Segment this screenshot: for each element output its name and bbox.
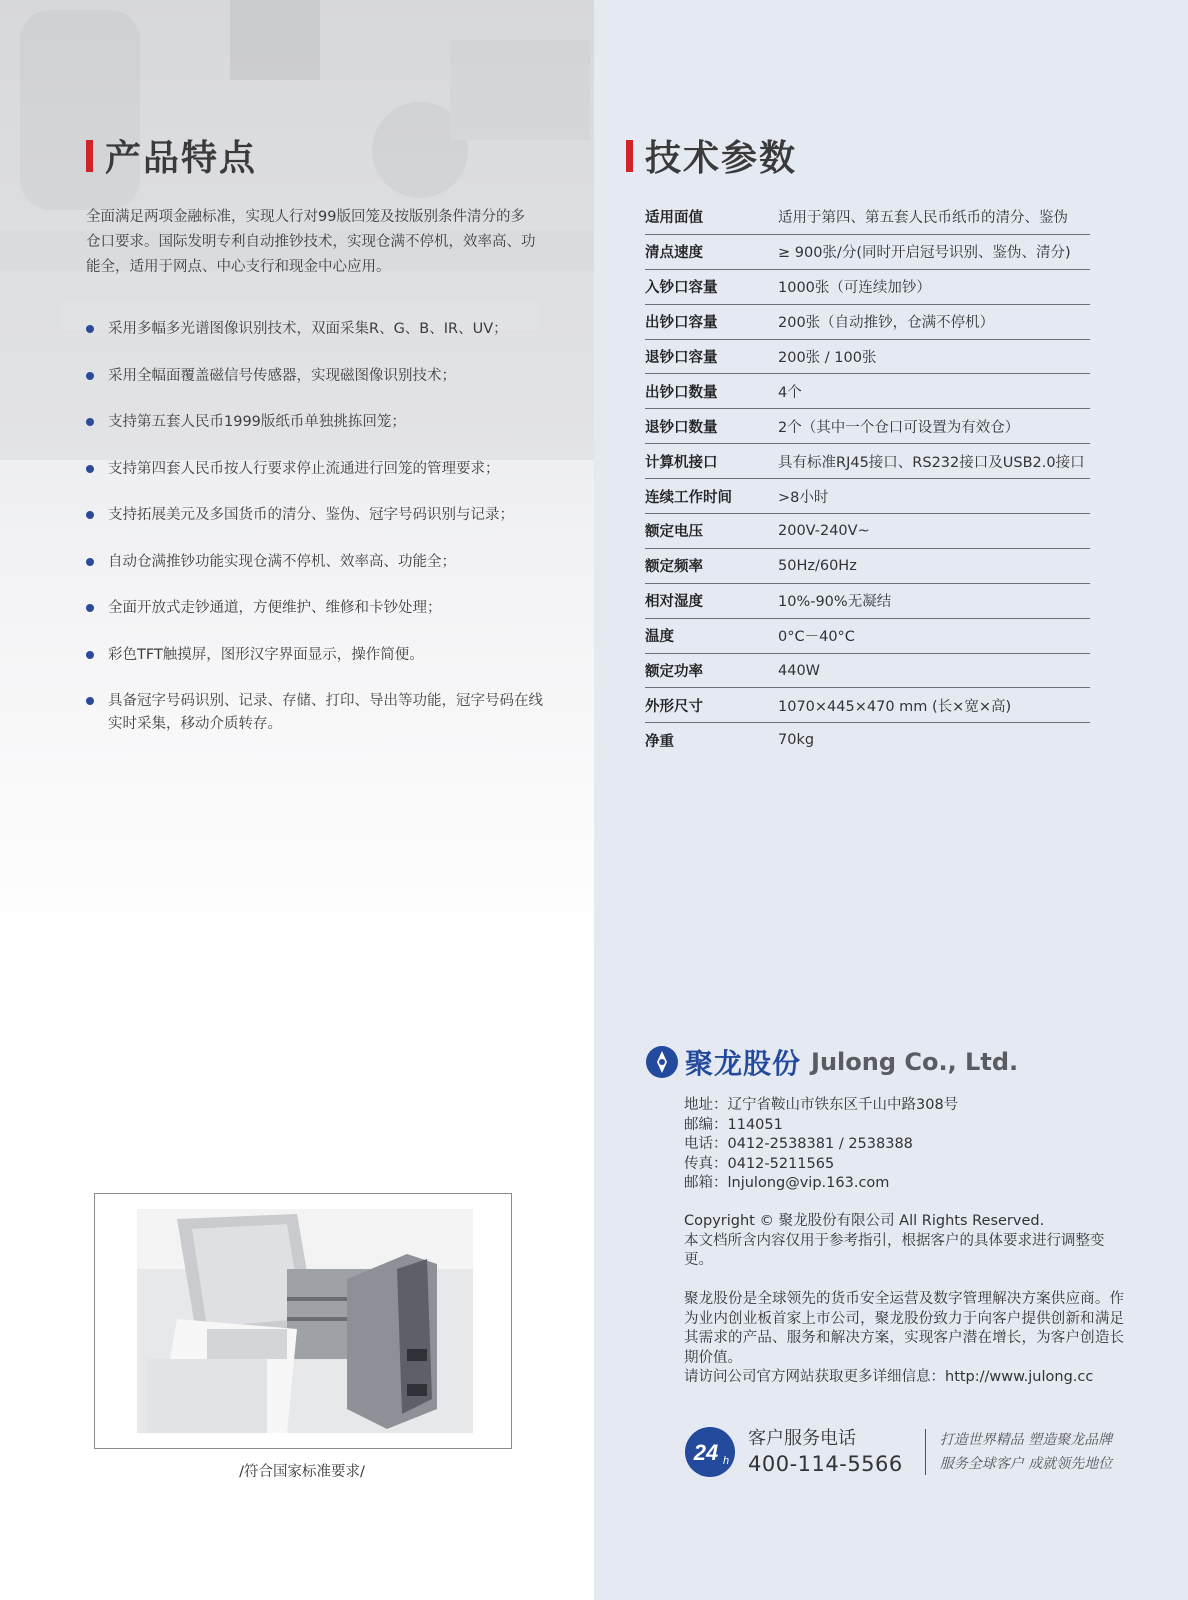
spec-table [645, 200, 1090, 757]
spec-value: 440W [778, 653, 1090, 688]
table-row [645, 618, 1090, 653]
company-logo [645, 1042, 1018, 1082]
website-line: 请访问公司官方网站获取更多详细信息：http://www.julong.cc [684, 1369, 1094, 1385]
spec-label: 计算机接口 [645, 444, 778, 479]
website-link[interactable]: http://www.julong.cc [945, 1369, 1094, 1385]
table-row [645, 409, 1090, 444]
about-text: 聚龙股份是全球领先的货币安全运营及数字管理解决方案供应商。作为业内创业板首家上市公司，聚龙股份致力于向客户提供创新和满足其需求的产品、服务和解决方案，实现客户潜在增长，为客户创造长期价值。 [684, 1291, 1124, 1366]
table-row [645, 723, 1090, 757]
table-row [645, 374, 1090, 409]
spec-label: 退钞口数量 [645, 409, 778, 444]
about-block [684, 1290, 1124, 1388]
spec-value: 1000张（可连续加钞） [778, 269, 1090, 304]
spec-label: 出钞口容量 [645, 304, 778, 339]
bullet-icon [86, 651, 94, 659]
spec-value: 200张（自动推钞，仓满不停机） [778, 304, 1090, 339]
feature-list [86, 318, 546, 760]
spec-label: 连续工作时间 [645, 479, 778, 514]
list-item: 支持拓展美元及多国货币的清分、鉴伪、冠字号码识别与记录； [86, 504, 546, 527]
spec-label: 外形尺寸 [645, 688, 778, 723]
logo-chinese-name: 聚龙股份 [685, 1047, 802, 1080]
spec-label: 额定电压 [645, 514, 778, 549]
heading-accent-bar [86, 140, 93, 172]
table-row [645, 688, 1090, 723]
svg-text:h: h [722, 1455, 730, 1467]
spec-value: 具有标准RJ45接口、RS232接口及USB2.0接口 [778, 444, 1090, 479]
spec-value: ≥ 900张/分(同时开启冠号识别、鉴伪、清分) [778, 234, 1090, 269]
service-phone[interactable]: 400-114-5566 [748, 1452, 903, 1476]
list-item: 采用全幅面覆盖磁信号传感器，实现磁图像识别技术； [86, 365, 546, 388]
table-row [645, 304, 1090, 339]
divider [925, 1429, 926, 1475]
spec-label: 净重 [645, 733, 674, 750]
spec-value: 200V-240V~ [778, 514, 1090, 549]
copyright-block [684, 1212, 1124, 1271]
list-item: 彩色TFT触摸屏，图形汉字界面显示，操作简便。 [86, 644, 546, 667]
24h-service-icon [684, 1426, 736, 1478]
spec-label: 适用面值 [645, 200, 778, 234]
bullet-icon [86, 697, 94, 705]
fax-line: 传真：0412-5211565 [684, 1155, 835, 1172]
bullet-icon [86, 465, 94, 473]
contact-info [684, 1096, 958, 1194]
table-row [645, 514, 1090, 549]
spec-value: 1070×445×470 mm (长×宽×高) [778, 688, 1090, 723]
bullet-icon [86, 418, 94, 426]
spec-label: 清点速度 [645, 234, 778, 269]
spec-label: 温度 [645, 618, 778, 653]
list-item: 支持第四套人民币按人行要求停止流通进行回笼的管理要求； [86, 458, 546, 481]
spec-value: 70kg [778, 732, 815, 749]
features-heading [86, 130, 257, 181]
sorter-machine-image [137, 1209, 473, 1433]
table-row [645, 548, 1090, 583]
features-intro: 全面满足两项金融标准，实现人行对99版回笼及按版别条件清分的多仓口要求。国际发明专利自动推钞技术，实现仓满不停机，效率高、功能全，适用于网点、中心支行和现金中心应用。 [86, 209, 536, 275]
spec-value: 200张 / 100张 [778, 339, 1090, 374]
service-label: 客户服务电话 [748, 1428, 856, 1449]
list-item: 全面开放式走钞通道，方便维护、维修和卡钞处理； [86, 597, 546, 620]
table-row [645, 479, 1090, 514]
spec-label: 额定频率 [645, 548, 778, 583]
bullet-icon [86, 511, 94, 519]
specs-title: 技术参数 [645, 138, 798, 179]
table-row [645, 269, 1090, 304]
spec-label: 相对湿度 [645, 583, 778, 618]
julong-logo-icon [645, 1045, 679, 1079]
table-row [645, 653, 1090, 688]
heading-accent-bar [626, 140, 633, 172]
spec-value: >8小时 [778, 479, 1090, 514]
spec-label: 额定功率 [645, 653, 778, 688]
svg-text:24: 24 [693, 1440, 719, 1465]
features-title: 产品特点 [105, 138, 258, 179]
table-row [645, 583, 1090, 618]
logo-english-name: Julong Co., Ltd. [811, 1048, 1019, 1076]
postcode-line: 邮编：114051 [684, 1116, 783, 1133]
copyright-line: Copyright © 聚龙股份有限公司 All Rights Reserved. [684, 1213, 1045, 1229]
spec-value: 4个 [778, 374, 1090, 409]
table-row [645, 234, 1090, 269]
bullet-icon [86, 604, 94, 612]
spec-label: 出钞口数量 [645, 374, 778, 409]
slogan-line-1: 打造世界精品 塑造聚龙品牌 [939, 1432, 1113, 1448]
photo-caption: /符合国家标准要求/ [239, 1464, 365, 1480]
list-item: 采用多幅多光谱图像识别技术，双面采集R、G、B、IR、UV； [86, 318, 546, 341]
spec-value: 10%-90%无凝结 [778, 583, 1090, 618]
table-row [645, 200, 1090, 234]
spec-label: 退钞口容量 [645, 339, 778, 374]
slogan-line-2: 服务全球客户 成就领先地位 [939, 1456, 1113, 1472]
specs-heading [626, 130, 797, 181]
slogan [940, 1428, 1112, 1476]
spec-value: 0°C－40°C [778, 618, 1090, 653]
product-photo-frame [94, 1193, 512, 1449]
email-line: 邮箱：lnjulong@vip.163.com [684, 1175, 890, 1191]
disclaimer-line: 本文档所含内容仅用于参考指引，根据客户的具体要求进行调整变更。 [684, 1232, 1105, 1268]
list-item: 支持第五套人民币1999版纸币单独挑拣回笼； [86, 411, 546, 434]
list-item: 具备冠字号码识别、记录、存储、打印、导出等功能，冠字号码在线实时采集，移动介质转存。 [86, 690, 546, 736]
spec-label: 入钞口容量 [645, 269, 778, 304]
service-block [684, 1426, 1112, 1478]
table-row [645, 444, 1090, 479]
bullet-icon [86, 325, 94, 333]
spec-value: 2个（其中一个仓口可设置为有效仓） [778, 409, 1090, 444]
bullet-icon [86, 558, 94, 566]
spec-value: 适用于第四、第五套人民币纸币的清分、鉴伪 [778, 200, 1090, 234]
phone-line: 电话：0412-2538381 / 2538388 [684, 1136, 913, 1152]
spec-value: 50Hz/60Hz [778, 548, 1090, 583]
table-row [645, 339, 1090, 374]
address-line: 地址：辽宁省鞍山市铁东区千山中路308号 [684, 1097, 959, 1113]
bullet-icon [86, 372, 94, 380]
list-item: 自动仓满推钞功能实现仓满不停机、效率高、功能全； [86, 551, 546, 574]
